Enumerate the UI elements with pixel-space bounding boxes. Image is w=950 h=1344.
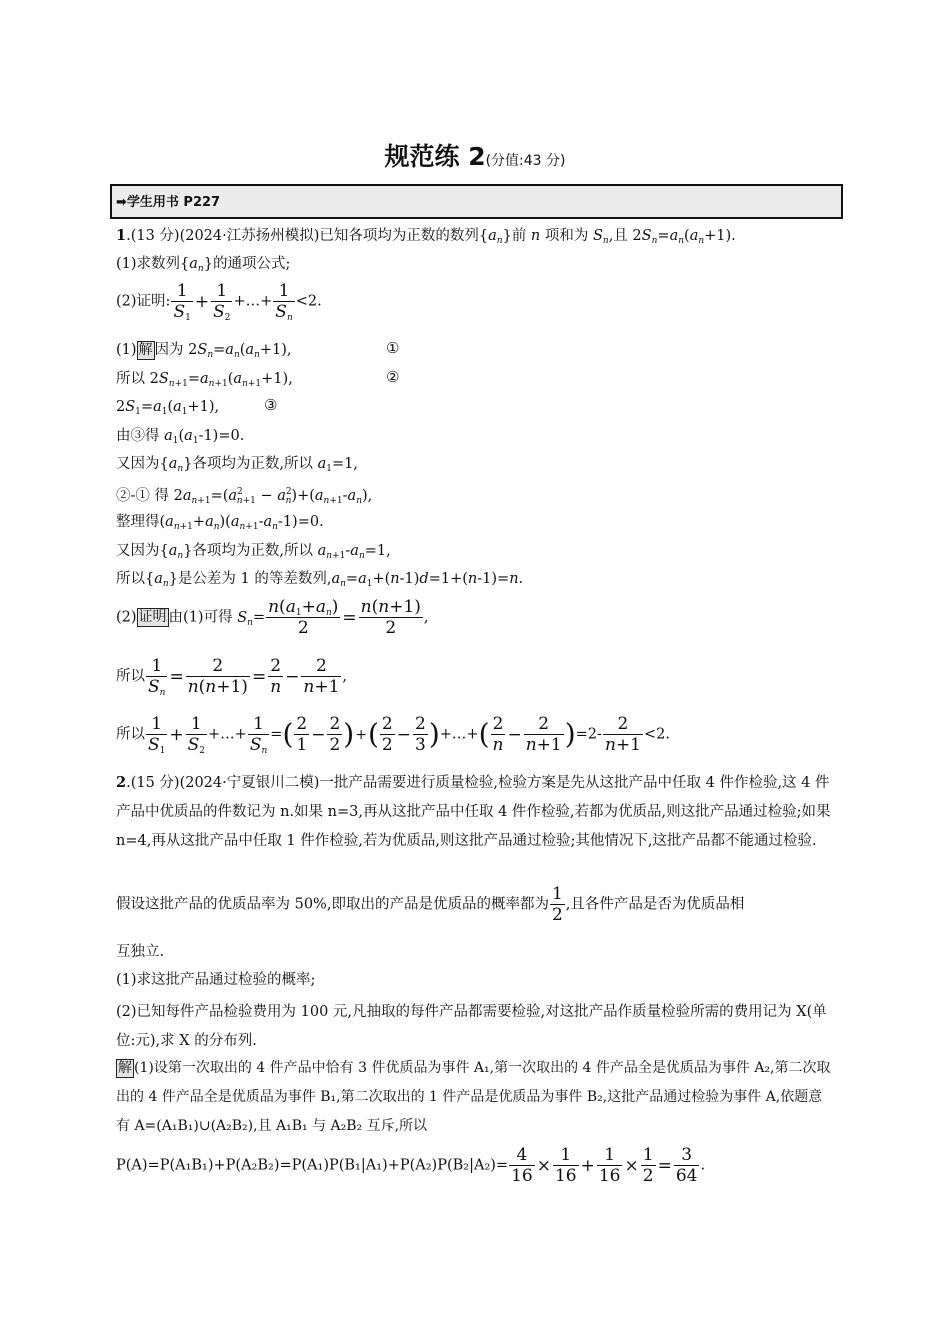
marker-2: ②: [386, 368, 400, 386]
q2-formula: P(A)=P(A₁B₁)+P(A₂B₂)=P(A₁)P(B₁|A₁)+P(A₂)P(B₂|A₂)= $\frac{4}{16}$ × $\frac{1}{16}$ + $\frac{1}{16}$ × $\frac{1}{2}$ = $\frac{3}{64}$ .: [116, 1145, 706, 1186]
solution-tag-2: 解: [118, 1060, 132, 1076]
q1-sol2-line2: 所以 $\frac{1}{S_n}$ = $\frac{2}{n(n+1)}$ = $\frac{2}{n}$ − $\frac{2}{n+1}$ ,: [116, 656, 348, 698]
q2-para2-end: 互独立.: [116, 944, 165, 960]
q1-head: .(13 分)(2024·江苏扬州模拟)已知各项均为正数的数列{: [126, 228, 489, 244]
q2-solution: [116, 1054, 834, 1141]
q2-number: 2: [116, 774, 127, 791]
q1-sol-line4: 由③得 $a_1(a_1-1)=0$.: [116, 428, 245, 446]
q1-sol-line9: 所以$\{a_n\}$是公差为 1 的等差数列$,a_n=a_1+(n-1)d=1+(n-1)=n$.: [116, 571, 524, 589]
book-reference-bar: [110, 184, 843, 219]
q2-part1: (1)求这批产品通过检验的概率;: [116, 972, 316, 988]
frac-1-s2: $\frac{1}{S_2}$: [213, 281, 231, 323]
title-score: (分值:43 分): [485, 153, 566, 169]
marker-1: ①: [386, 339, 400, 357]
q1-sol-line3: $2S_1=a_1(a_1+1)$,: [116, 399, 220, 417]
q2-para1: .(15 分)(2024·宁夏银川二模)一批产品需要进行质量检验,检验方案是先从这批产品中任取 4 件作检验,这 4 件产品中优质品的件数记为 n.如果 n=3,再从这批产品中任取 4 件作检验,若都为优质品,则这批产品通过检验;如果 n=4,再从这批产品中任取 1 件作检验,若为优质品,则这批产品通过检验;其他情况下,这批产品都不能通过检验.: [116, 775, 831, 849]
q1-sol-line7: 整理得$(a_{n+1}+a_n)(a_{n+1}-a_n-1)=0$.: [116, 514, 324, 532]
q1-sol-line2: 所以 $2S_{n+1}=a_{n+1}(a_{n+1}+1)$,: [116, 371, 293, 389]
page-title: [0, 140, 950, 178]
q1-sol-line6: ②-① 得 $2a_{n+1}=(a^2_{n+1} - a^2_n)+(a_{n+1}-a_n)$,: [116, 487, 373, 506]
q1-stem: 1.(13 分)(2024·江苏扬州模拟)已知各项均为正数的数列$\{a_n\}$前 n 项和为 $S_n$,且 $2S_n=a_n(a_n+1)$.: [116, 227, 736, 246]
q1-sol-line8: 又因为$\{a_n\}$各项均为正数,所以 $a_{n+1}-a_n=1$,: [116, 543, 391, 561]
marker-3: ③: [264, 396, 278, 414]
frac-1-s1: $\frac{1}{S_1}$: [173, 281, 191, 323]
frac-1-sn: $\frac{1}{S_n}$: [275, 281, 293, 323]
q1-sol-line1: (1) 解 因为 $2S_n=a_n(a_n+1)$,: [116, 342, 292, 360]
q1-sol-line5: 又因为$\{a_n\}$各项均为正数,所以 $a_1=1$,: [116, 456, 359, 474]
q2-part2: (2)已知每件产品检验费用为 100 元,凡抽取的每件产品都需要检验,对这批产品作质量检验所需的费用记为 X(单位:元),求 X 的分布列.: [116, 1004, 827, 1049]
proof-tag: 证明: [138, 609, 167, 625]
solution-tag: 解: [138, 342, 153, 358]
q1-number: 1: [116, 227, 127, 244]
q2-stem: [116, 768, 834, 856]
book-reference: ➡学生用书 P227: [116, 195, 221, 210]
q1-part2: (2)证明: $\frac{1}{S_1}$ + $\frac{1}{S_2}$ +…+ $\frac{1}{S_n}$ <2.: [116, 281, 322, 323]
q2-solution-text: (1)设第一次取出的 4 件产品中恰有 3 件优质品为事件 A₁,第一次取出的 4 件产品全是优质品为事件 A₂,第二次取出的 4 件产品全是优质品为事件 B₁,第二次取出的 1 件产品是优质品为事件 B₂,这批产品通过检验为事件 A,依题意有 A=(A₁B₁)∪(A₂B₂),且 A₁B₁ 与 A₂B₂ 互斥,所以: [116, 1060, 831, 1134]
q1-sol2-line3: 所以 $\frac{1}{S_1}$ + $\frac{1}{S_2}$ +…+ $\frac{1}{S_n}$ =( $\frac{2}{1}$ − $\frac{2}{2}$ )+( $\frac{2}{2}$ − $\frac{2}{3}$ )+…+( $\frac{2}{n}$ − $\frac{2}{n+1}$ )=2- $\frac{2}{n+1}$ <2.: [116, 714, 670, 756]
q1-sol2-line1: (2) 证明 由(1)可得 $S_n=$ $\frac{n(a_1+a_n)}{2}$ = $\frac{n(n+1)}{2}$ ,: [116, 597, 429, 638]
q2-para2: 假设这批产品的优质品率为 50%,即取出的产品是优质品的概率都为 $\frac{1}{2}$ ,且各件产品是否为优质品相: [116, 884, 745, 925]
title-main: 规范练 2: [384, 142, 486, 171]
q1-part1: (1)求数列$\{a_n\}$的通项公式;: [116, 256, 291, 274]
